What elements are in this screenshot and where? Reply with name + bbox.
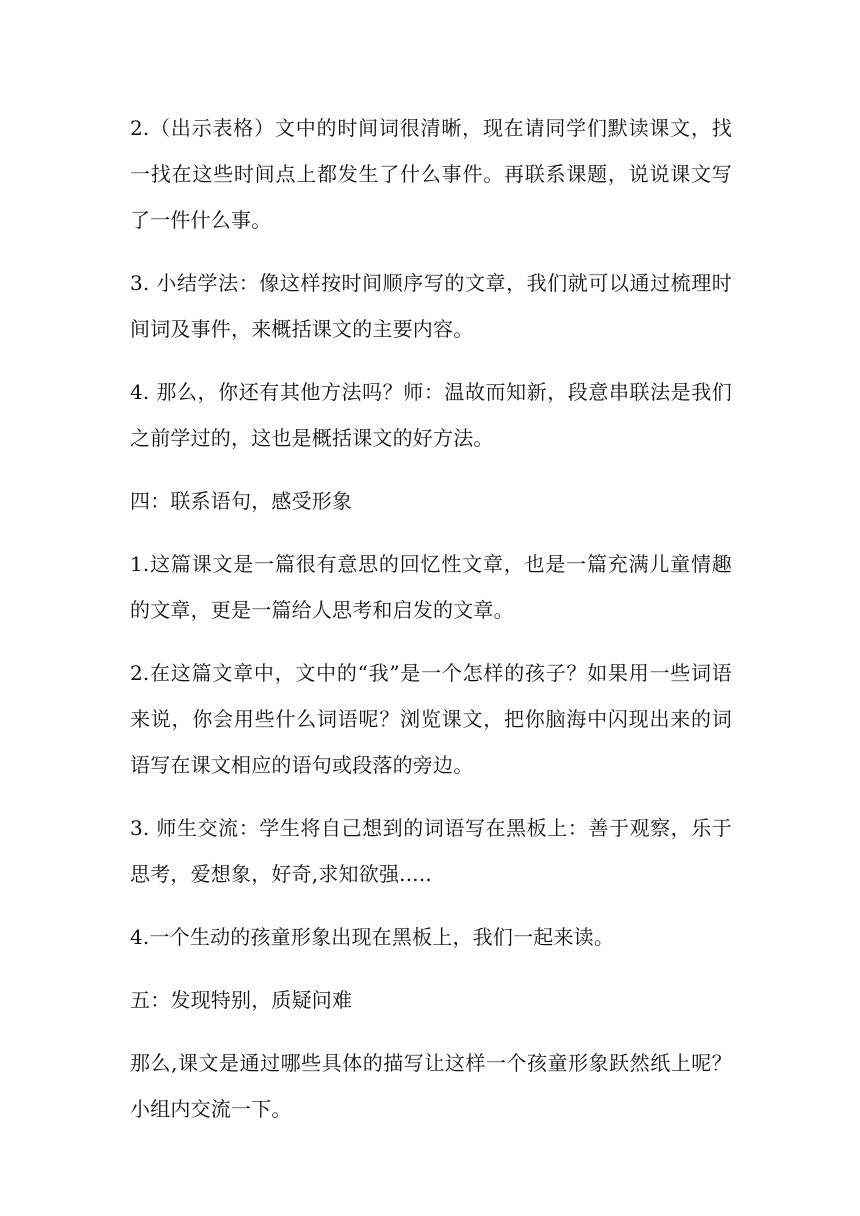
paragraph-step-4-other-methods: 4. 那么，你还有其他方法吗？师：温故而知新，段意串联法是我们之前学过的，这也是概括课文的好方法。 — [130, 380, 732, 450]
paragraph-section5-question: 那么,课文是通过哪些具体的描写让这样一个孩童形象跃然纸上呢？小组内交流一下。 — [130, 1051, 732, 1121]
paragraph-step-3-summary-method: 3. 小结学法：像这样按时间顺序写的文章，我们就可以通过梳理时间词及事件，来概括课文的主要内容。 — [130, 271, 732, 341]
paragraph-section4-item-1: 1.这篇课文是一篇很有意思的回忆性文章，也是一篇充满儿童情趣的文章，更是一篇给人思考和启发的文章。 — [130, 552, 732, 622]
paragraph-section4-item-4: 4.一个生动的孩童形象出现在黑板上，我们一起来读。 — [130, 925, 615, 949]
paragraph-step-2-table: 2.（出示表格）文中的时间词很清晰，现在请同学们默读课文，找一找在这些时间点上都发生了什么事件。再联系课题，说说课文写了一件什么事。 — [130, 116, 732, 232]
section-heading-five: 五：发现特别，质疑问难 — [130, 988, 353, 1012]
paragraph-section4-item-3: 3. 师生交流：学生将自己想到的词语写在黑板上：善于观察，乐于思考，爱想象，好奇,求知欲强..... — [130, 816, 732, 886]
paragraph-section4-item-2: 2.在这篇文章中，文中的“我”是一个怎样的孩子？如果用一些词语来说，你会用些什么词语呢？浏览课文，把你脑海中闪现出来的词语写在课文相应的语句或段落的旁边。 — [130, 661, 732, 777]
section-heading-four: 四：联系语句，感受形象 — [130, 489, 353, 513]
